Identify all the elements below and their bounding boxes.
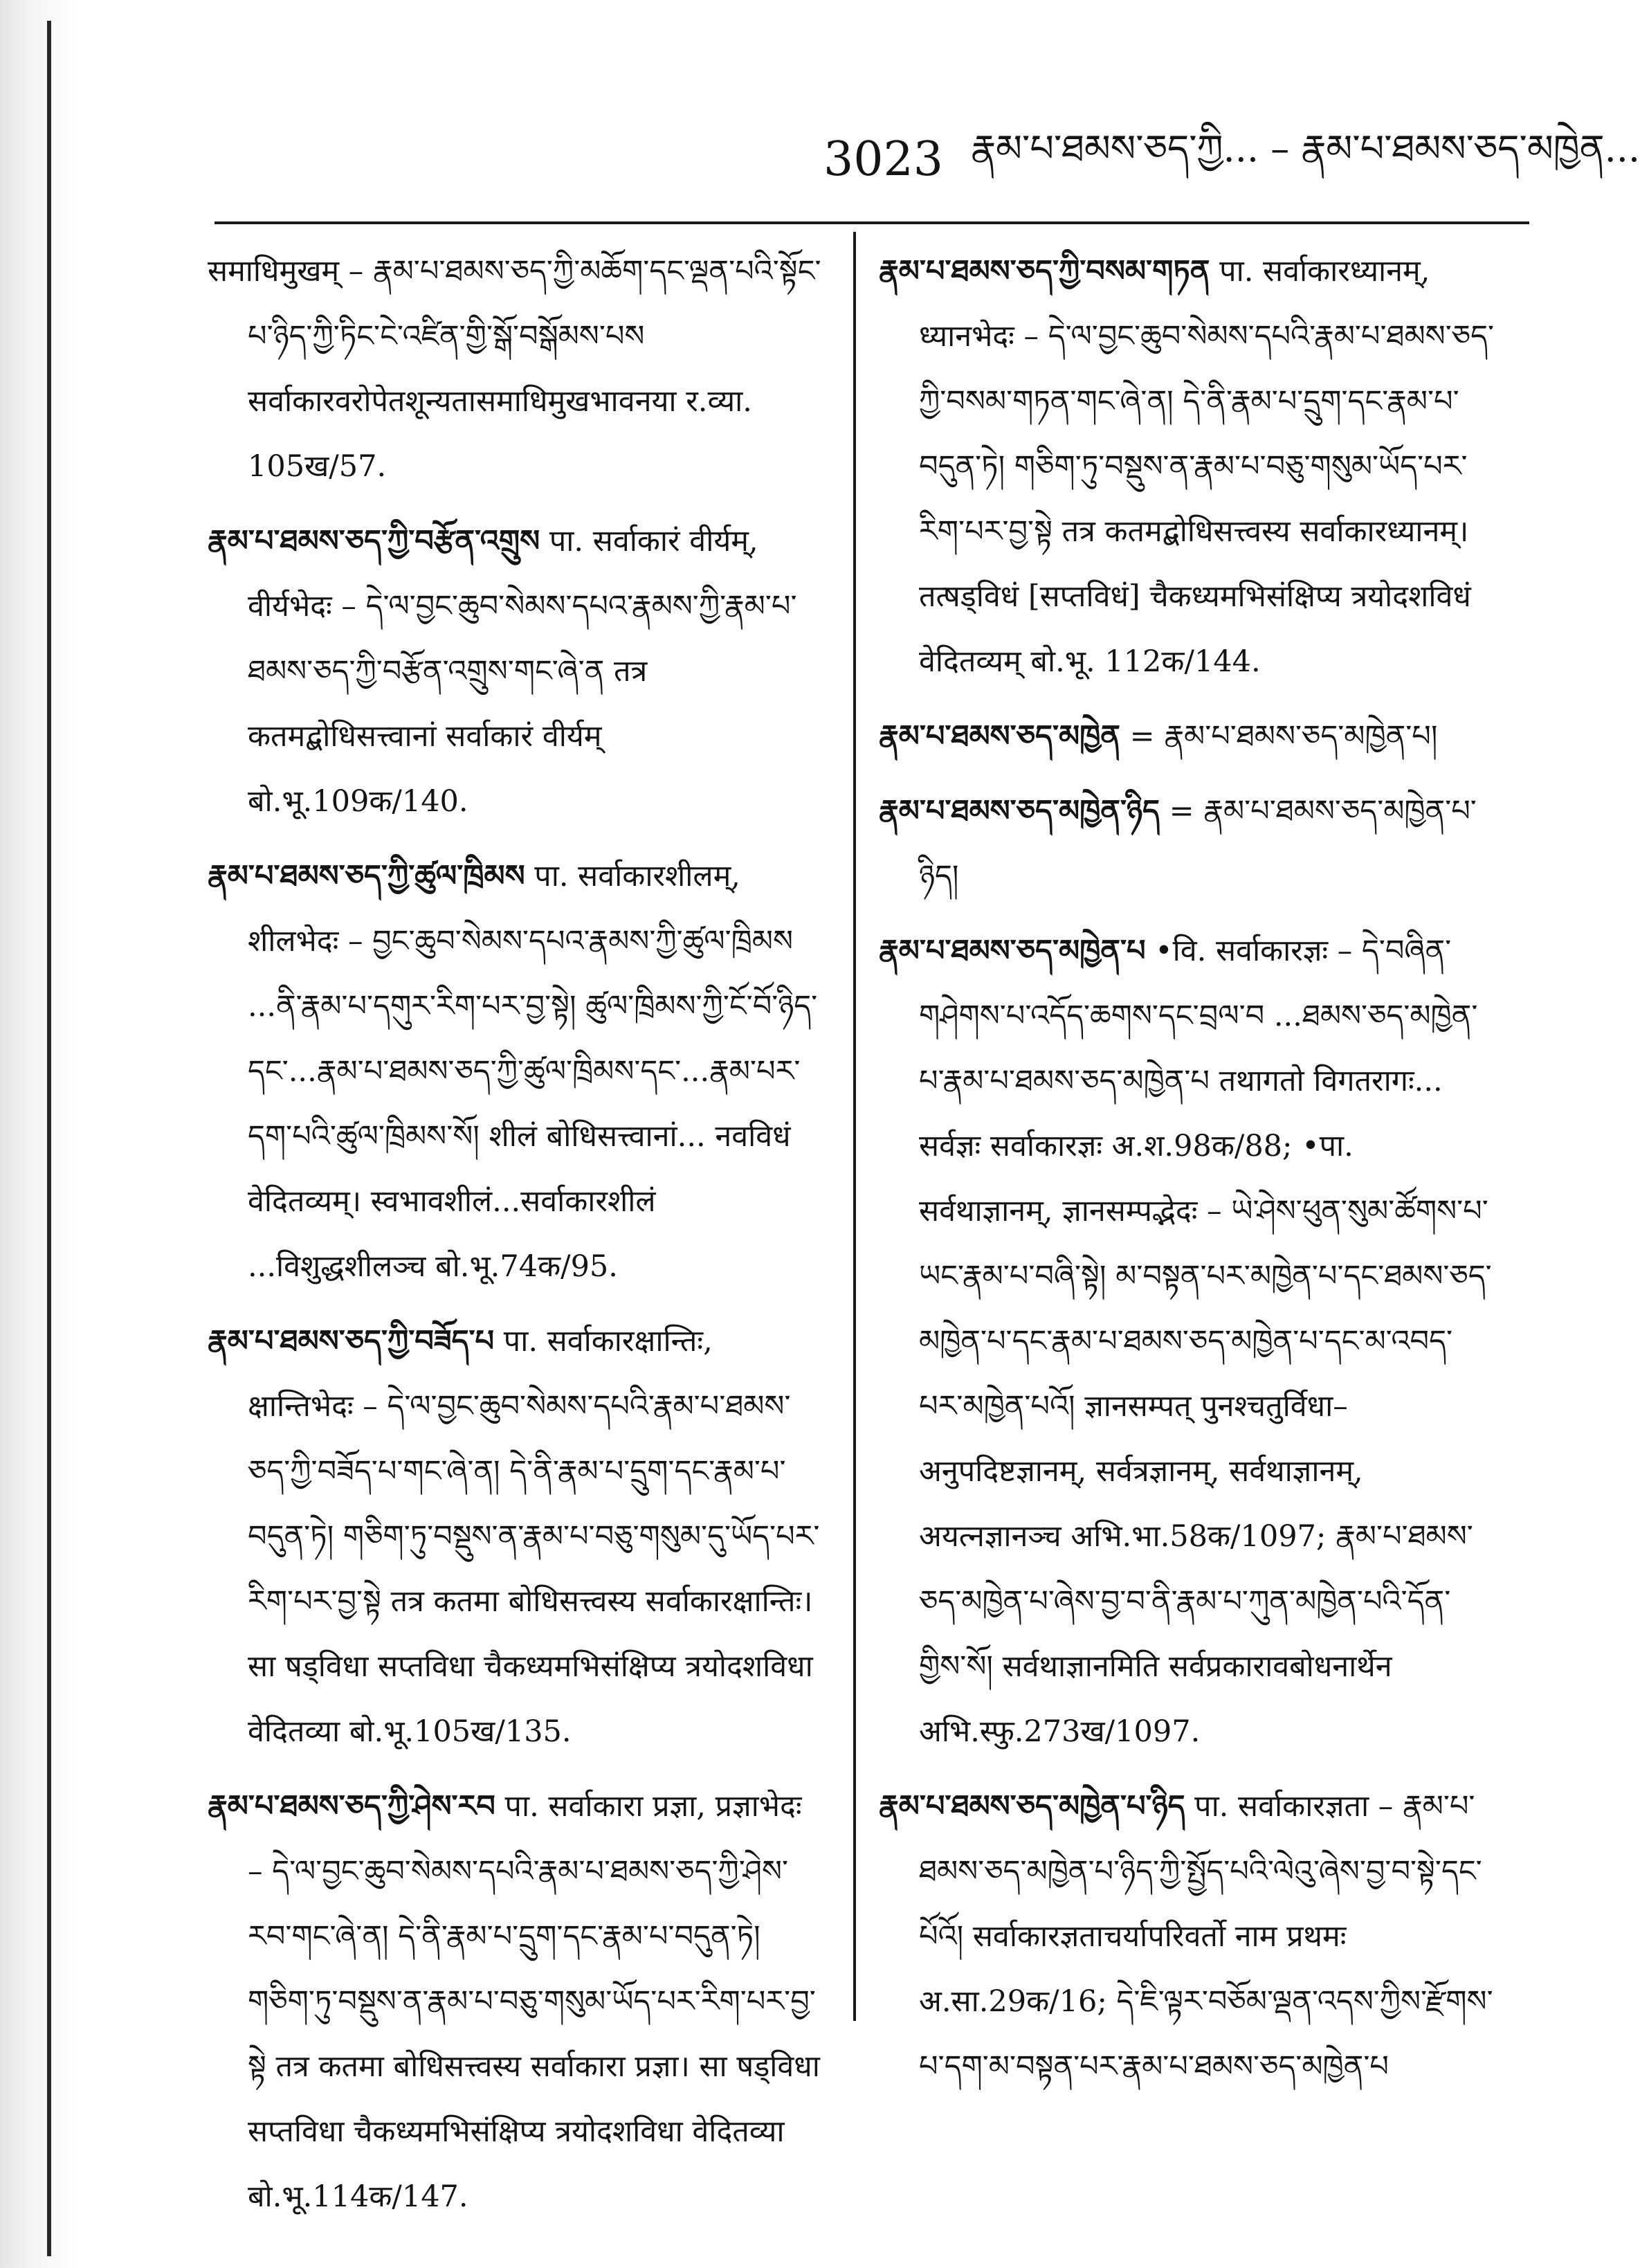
entry-definition: = རྣམ་པ་ཐམས་ཅད་མཁྱེན་པ་ཉིད།: [919, 794, 1477, 893]
entry-headword: རྣམ་པ་ཐམས་ཅད་ཀྱི་བསམ་གཏན: [879, 254, 1210, 289]
header-rule: [215, 221, 1529, 224]
dictionary-entry: [879, 779, 1495, 909]
dictionary-entry: [879, 918, 1495, 1764]
entry-headword: རྣམ་པ་ཐམས་ཅད་མཁྱེན: [879, 719, 1120, 754]
left-column: [208, 239, 823, 2214]
entry-definition: पा. सर्वाकारशीलम्, शीलभेदः – བྱང་ཆུབ་སེམས་དཔའ་རྣམས་ཀྱི་ཚུལ་ཁྲིམས ...ནི་རྣམ་པ་དགུར་རིག་པར་བྱ་སྟེ། ཚུལ་ཁྲིམས་ཀྱི་ངོ་བོ་ཉིད་དང་...རྣམ་པ་ཐམས་ཅད་ཀྱི་ཚུལ་ཁྲིམས་དང་...རྣམ་པར་དག་པའི་ཚུལ་ཁྲིམས་སོ། शीलं बोधिसत्त्वानां... नवविधं वेदितव्यम्। स्वभावशीलं...सर्वाकारशीलं ...विशुद्धशीलञ्च बो.भू.74क/95.: [248, 859, 818, 1284]
entry-headword: རྣམ་པ་ཐམས་ཅད་ཀྱི་བཟོད་པ: [208, 1324, 495, 1359]
entry-headword: རྣམ་པ་ཐམས་ཅད་མཁྱེན་ཉིད: [879, 794, 1160, 828]
entry-definition: पा. सर्वाकारा प्रज्ञा, प्रज्ञाभेदः – དེ་ལ་བྱང་ཆུབ་སེམས་དཔའི་རྣམ་པ་ཐམས་ཅད་ཀྱི་ཤེས་རབ་གང་ཞེ་ན། དེ་ནི་རྣམ་པ་དྲུག་དང་རྣམ་པ་བདུན་ཏེ། གཅིག་ཏུ་བསྡུས་ན་རྣམ་པ་བཅུ་གསུམ་ཡོད་པར་རིག་པར་བྱ་སྟེ तत्र कतमा बोधिसत्त्वस्य सर्वाकारा प्रज्ञा। सा षड्विधा सप्तविधा चैकध्यमभिसंक्षिप्य त्रयोदशविधा वेदितव्या बो.भू.114क/147.: [248, 1789, 820, 2214]
dictionary-entry: [208, 239, 823, 499]
dictionary-entry: [208, 844, 823, 1299]
entry-definition: = རྣམ་པ་ཐམས་ཅད་མཁྱེན་པ།: [1129, 719, 1438, 754]
margin-line: [47, 21, 51, 2256]
entry-definition: पा. सर्वाकारक्षान्तिः, क्षान्तिभेदः – དེ་ལ་བྱང་ཆུབ་སེམས་དཔའི་རྣམ་པ་ཐམས་ཅད་ཀྱི་བཟོད་པ་གང་ཞེ་ན། དེ་ནི་རྣམ་པ་དྲུག་དང་རྣམ་པ་བདུན་ཏེ། གཅིག་ཏུ་བསྡུས་ན་རྣམ་པ་བཅུ་གསུམ་དུ་ཡོད་པར་རིག་པར་བྱ་སྟེ तत्र कतमा बोधिसत्त्वस्य सर्वाकारक्षान्तिः। सा षड्विधा सप्तविधा चैकध्यमभिसंक्षिप्य त्रयोदशविधा वेदितव्या बो.भू.105ख/135.: [248, 1324, 820, 1749]
dictionary-entry: [879, 704, 1495, 769]
dictionary-entry: [208, 1309, 823, 1764]
entry-definition: पा. सर्वाकारं वीर्यम्, वीर्यभेदः – དེ་ལ་བྱང་ཆུབ་སེམས་དཔའ་རྣམས་ཀྱི་རྣམ་པ་ཐམས་ཅད་ཀྱི་བརྩོན་འགྲུས་གང་ཞེ་ན तत्र कतमद्बोधिसत्त्वानां सर्वाकारं वीर्यम् बो.भू.109क/140.: [248, 524, 797, 819]
scan-edge: [0, 0, 76, 2268]
page-header: [823, 125, 1640, 194]
entry-headword: རྣམ་པ་ཐམས་ཅད་ཀྱི་ཚུལ་ཁྲིམས: [208, 859, 525, 893]
entry-definition: समाधिमुखम् – རྣམ་པ་ཐམས་ཅད་ཀྱི་མཆོག་དང་ལྡན་པའི་སྟོང་པ་ཉིད་ཀྱི་ཏིང་ངེ་འཛིན་གྱི་སྒོ་བསྒོམས་པས सर्वाकारवरोपेतशून्यतासमाधिमुखभावनया र.व्या. 105ख/57.: [208, 254, 821, 484]
entry-headword: རྣམ་པ་ཐམས་ཅད་མཁྱེན་པ: [879, 934, 1146, 968]
dictionary-entry: [208, 509, 823, 834]
entry-definition: •वि. सर्वाकारज्ञः – དེ་བཞིན་གཤེགས་པ་འདོད་ཆགས་དང་བྲལ་བ ...ཐམས་ཅད་མཁྱེན་པ་རྣམ་པ་ཐམས་ཅད་མཁྱེན་པ तथागतो विगतरागः... सर्वज्ञः सर्वाकारज्ञः अ.श.98क/88; •पा. सर्वथाज्ञानम्, ज्ञानसम्पद्भेदः – ཡེ་ཤེས་ཕུན་སུམ་ཚོགས་པ་ཡང་རྣམ་པ་བཞི་སྟེ། མ་བསྟན་པར་མཁྱེན་པ་དང་ཐམས་ཅད་མཁྱེན་པ་དང་རྣམ་པ་ཐམས་ཅད་མཁྱེན་པ་དང་མ་འབད་པར་མཁྱེན་པའོ། ज्ञानसम्पत् पुनश्चतुर्विधा–अनुपदिष्टज्ञानम्, सर्वत्रज्ञानम्, सर्वथाज्ञानम्, अयत्नज्ञानञ्च अभि.भा.58क/1097; རྣམ་པ་ཐམས་ཅད་མཁྱེན་པ་ཞེས་བྱ་བ་ནི་རྣམ་པ་ཀུན་མཁྱེན་པའི་དོན་གྱིས་སོ། सर्वथाज्ञानमिति सर्वप्रकारावबोधनार्थेन अभि.स्फु.273ख/1097.: [919, 934, 1492, 1749]
entry-headword: རྣམ་པ་ཐམས་ཅད་ཀྱི་བརྩོན་འགྲུས: [208, 524, 540, 559]
entry-headword: རྣམ་པ་ཐམས་ཅད་ཀྱི་ཤེས་རབ: [208, 1789, 495, 1824]
page-number: 3023: [823, 131, 944, 187]
column-divider: [853, 232, 856, 2021]
entry-definition: पा. सर्वाकारध्यानम्, ध्यानभेदः – དེ་ལ་བྱང་ཆུབ་སེམས་དཔའི་རྣམ་པ་ཐམས་ཅད་ཀྱི་བསམ་གཏན་གང་ཞེ་ན། དེ་ནི་རྣམ་པ་དྲུག་དང་རྣམ་པ་བདུན་ཏེ། གཅིག་ཏུ་བསྡུས་ན་རྣམ་པ་བཅུ་གསུམ་ཡོད་པར་རིག་པར་བྱ་སྟེ तत्र कतमद्बोधिसत्त्वस्य सर्वाकारध्यानम्। तत्षड्विधं [सप्तविधं] चैकध्यमभिसंक्षिप्य त्रयोदशविधं वेदितव्यम् बो.भू. 112क/144.: [919, 254, 1495, 679]
running-head: རྣམ་པ་ཐམས་ཅད་ཀྱི... – རྣམ་པ་ཐམས་ཅད་མཁྱེན...: [971, 127, 1640, 170]
dictionary-entry: [879, 1774, 1495, 2099]
dictionary-entry: [208, 1774, 823, 2229]
right-column: [879, 239, 1495, 2084]
entry-definition: पा. सर्वाकारज्ञता – རྣམ་པ་ཐམས་ཅད་མཁྱེན་པ་ཉིད་ཀྱི་སྤྱོད་པའི་ལེའུ་ཞེས་བྱ་བ་སྟེ་དང་པོའོ། सर्वाकारज्ञताचर्यापरिवर्तो नाम प्रथमः अ.सा.29क/16; དེ་ཇི་ལྟར་བཅོམ་ལྡན་འདས་ཀྱིས་རྫོགས་པ་དག་མ་བསྟན་པར་རྣམ་པ་ཐམས་ཅད་མཁྱེན་པ: [919, 1789, 1493, 2084]
dictionary-entry: [879, 239, 1495, 694]
entry-headword: རྣམ་པ་ཐམས་ཅད་མཁྱེན་པ་ཉིད: [879, 1789, 1185, 1824]
